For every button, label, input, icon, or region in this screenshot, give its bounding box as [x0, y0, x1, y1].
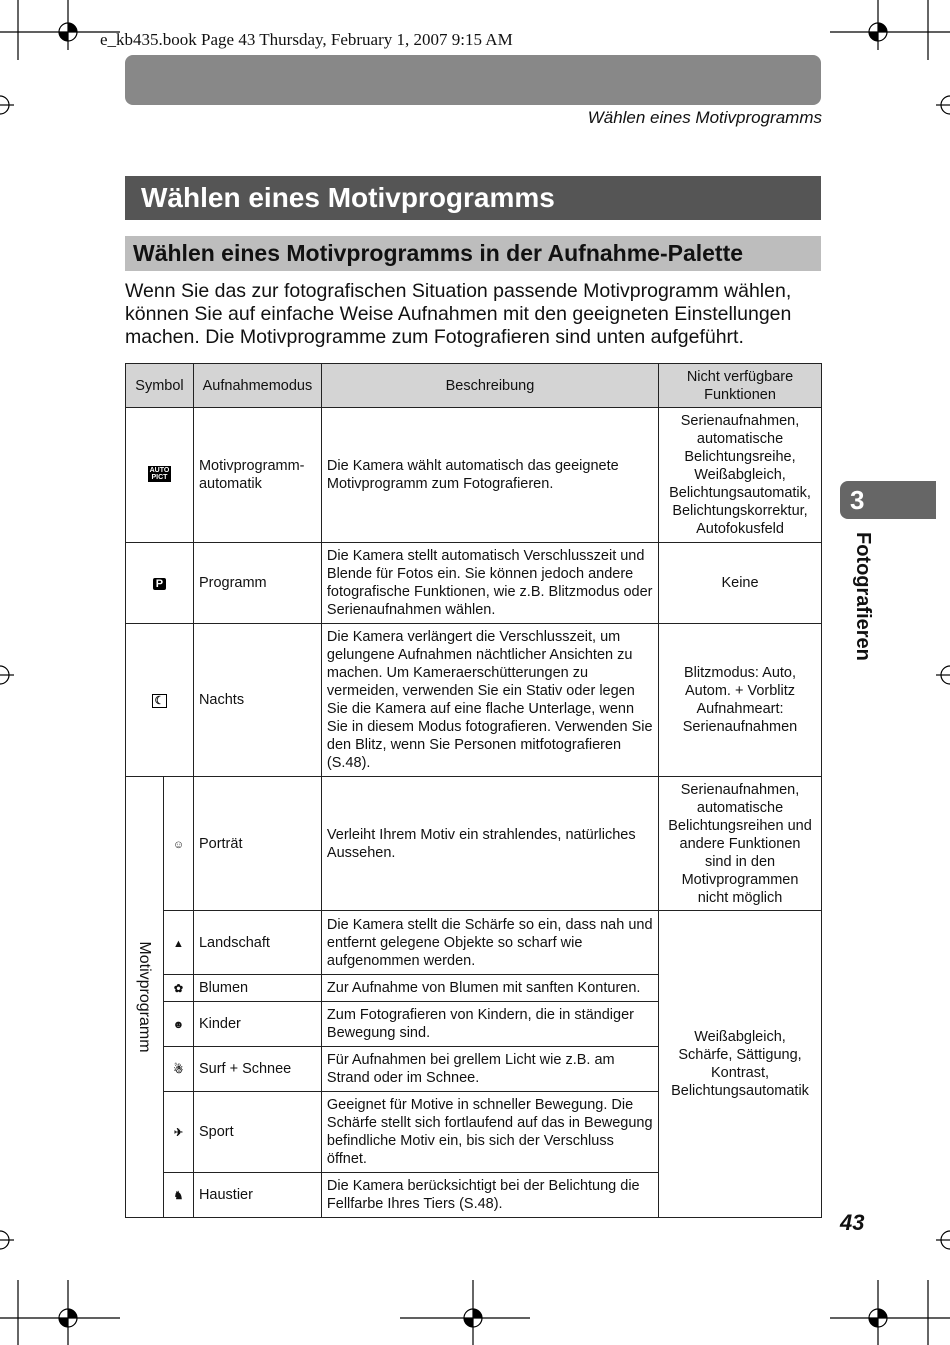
auto-pict-icon: AUTO PICT — [149, 467, 170, 481]
mode-label: Programm — [193, 543, 321, 624]
mode-description: Verleiht Ihrem Motiv ein strahlendes, natürliches Aussehen. — [321, 777, 658, 911]
night-icon: ☾ — [152, 694, 168, 708]
running-title: Wählen eines Motivprogramms — [587, 108, 822, 127]
mode-description: Die Kamera verlängert die Verschlusszeit, um gelungene Aufnahmen nächtlicher Ansichten zu machen. Um Kameraerschütterungen zu vermeiden, verwenden Sie ein Stativ oder legen Sie die Kamera auf eine flache Unterlage, wenn Sie in diesem Modus fotografieren. Verwenden Sie den Blitz, wenn Sie Personen mitfotografieren (S.48). — [321, 624, 658, 777]
header-unavailable: Nicht verfügbare Funktionen — [659, 364, 822, 408]
mode-label: Porträt — [193, 777, 321, 911]
program-icon: P — [153, 578, 166, 590]
mode-label: Kinder — [193, 1002, 321, 1047]
mode-description: Die Kamera berücksichtigt bei der Belichtung die Fellfarbe Ihres Tiers (S.48). — [321, 1173, 658, 1218]
flower-icon: ✿ — [173, 983, 184, 995]
section-title: Wählen eines Motivprogramms in der Aufnahme-Palette — [125, 236, 821, 271]
mode-description: Zur Aufnahme von Blumen mit sanften Konturen. — [321, 975, 658, 1002]
table-row — [126, 624, 822, 777]
unavailable-functions: Serienaufnahmen, automatische Belichtungsreihe, Weißabgleich, Belichtungsautomatik, Belichtungskorrektur, Autofokusfeld — [659, 408, 822, 543]
mode-description: Die Kamera stellt automatisch Verschlusszeit und Blende für Fotos ein. Sie können jedoch andere fotografische Funktionen, wie z.B. Blitzmodus oder Serienaufnahmen wählen. — [321, 543, 658, 624]
pet-icon: ♞ — [173, 1190, 184, 1202]
mode-label: Blumen — [193, 975, 321, 1002]
portrait-icon: ☺ — [172, 838, 185, 851]
header-symbol: Symbol — [126, 364, 194, 408]
chapter-title-text: Fotografieren — [852, 532, 874, 661]
header-bar — [125, 55, 821, 105]
header-description: Beschreibung — [321, 364, 658, 408]
mode-label: Sport — [193, 1092, 321, 1173]
unavailable-functions: Serienaufnahmen, automatische Belichtungsreihen und andere Funktionen sind in den Motivprogrammen nicht möglich — [659, 777, 822, 911]
mode-description: Zum Fotografieren von Kindern, die in ständiger Bewegung sind. — [321, 1002, 658, 1047]
header-mode: Aufnahmemodus — [193, 364, 321, 408]
group-label: Motivprogramm — [136, 941, 154, 1053]
table-row — [126, 543, 822, 624]
mode-description: Für Aufnahmen bei grellem Licht wie z.B. am Strand oder im Schnee. — [321, 1047, 658, 1092]
mode-label: Nachts — [193, 624, 321, 777]
mode-label: Motivprogramm- automatik — [193, 408, 321, 543]
table-row — [126, 777, 822, 911]
intro-paragraph: Wenn Sie das zur fotografischen Situation passende Motivprogramm wählen, können Sie auf einfache Weise Aufnahmen mit den geeigneten Einstellungen machen. Die Motivprogramme zum Fotografieren sind unten aufgeführt. — [125, 280, 792, 348]
table-row — [126, 408, 822, 543]
unavailable-functions: Blitzmodus: Auto, Autom. + Vorblitz Aufnahmeart: Serienaufnahmen — [659, 624, 822, 777]
landscape-icon: ▲ — [173, 937, 184, 950]
mode-description: Geeignet für Motive in schneller Bewegung. Die Schärfe stellt sich fortlaufend auf das in Bewegung befindliche Motiv ein, bis sich der Verschluss öffnet. — [321, 1092, 658, 1173]
mode-label: Surf + Schnee — [193, 1047, 321, 1092]
unavailable-functions: Weißabgleich, Schärfe, Sättigung, Kontrast, Belichtungsautomatik — [659, 911, 822, 1218]
mode-label: Haustier — [193, 1173, 321, 1218]
table-row — [126, 911, 822, 975]
surf-snow-icon: ☃ — [173, 1064, 184, 1076]
page-title: Wählen eines Motivprogramms — [125, 176, 821, 220]
print-header: e_kb435.book Page 43 Thursday, February 1, 2007 9:15 AM — [100, 30, 513, 49]
page-number: 43 — [840, 1210, 865, 1235]
unavailable-functions: Keine — [659, 543, 822, 624]
chapter-number: 3 — [840, 481, 936, 519]
chapter-title — [844, 532, 874, 682]
mode-label: Landschaft — [193, 911, 321, 975]
mode-table — [125, 363, 822, 1218]
mode-description: Die Kamera stellt die Schärfe so ein, dass nah und entfernt gelegene Objekte so scharf wie aufgenommen werden. — [321, 911, 658, 975]
kids-icon: ☻ — [172, 1019, 185, 1031]
mode-description: Die Kamera wählt automatisch das geeignete Motivprogramm zum Fotografieren. — [321, 408, 658, 543]
sport-icon: ✈ — [173, 1127, 184, 1139]
